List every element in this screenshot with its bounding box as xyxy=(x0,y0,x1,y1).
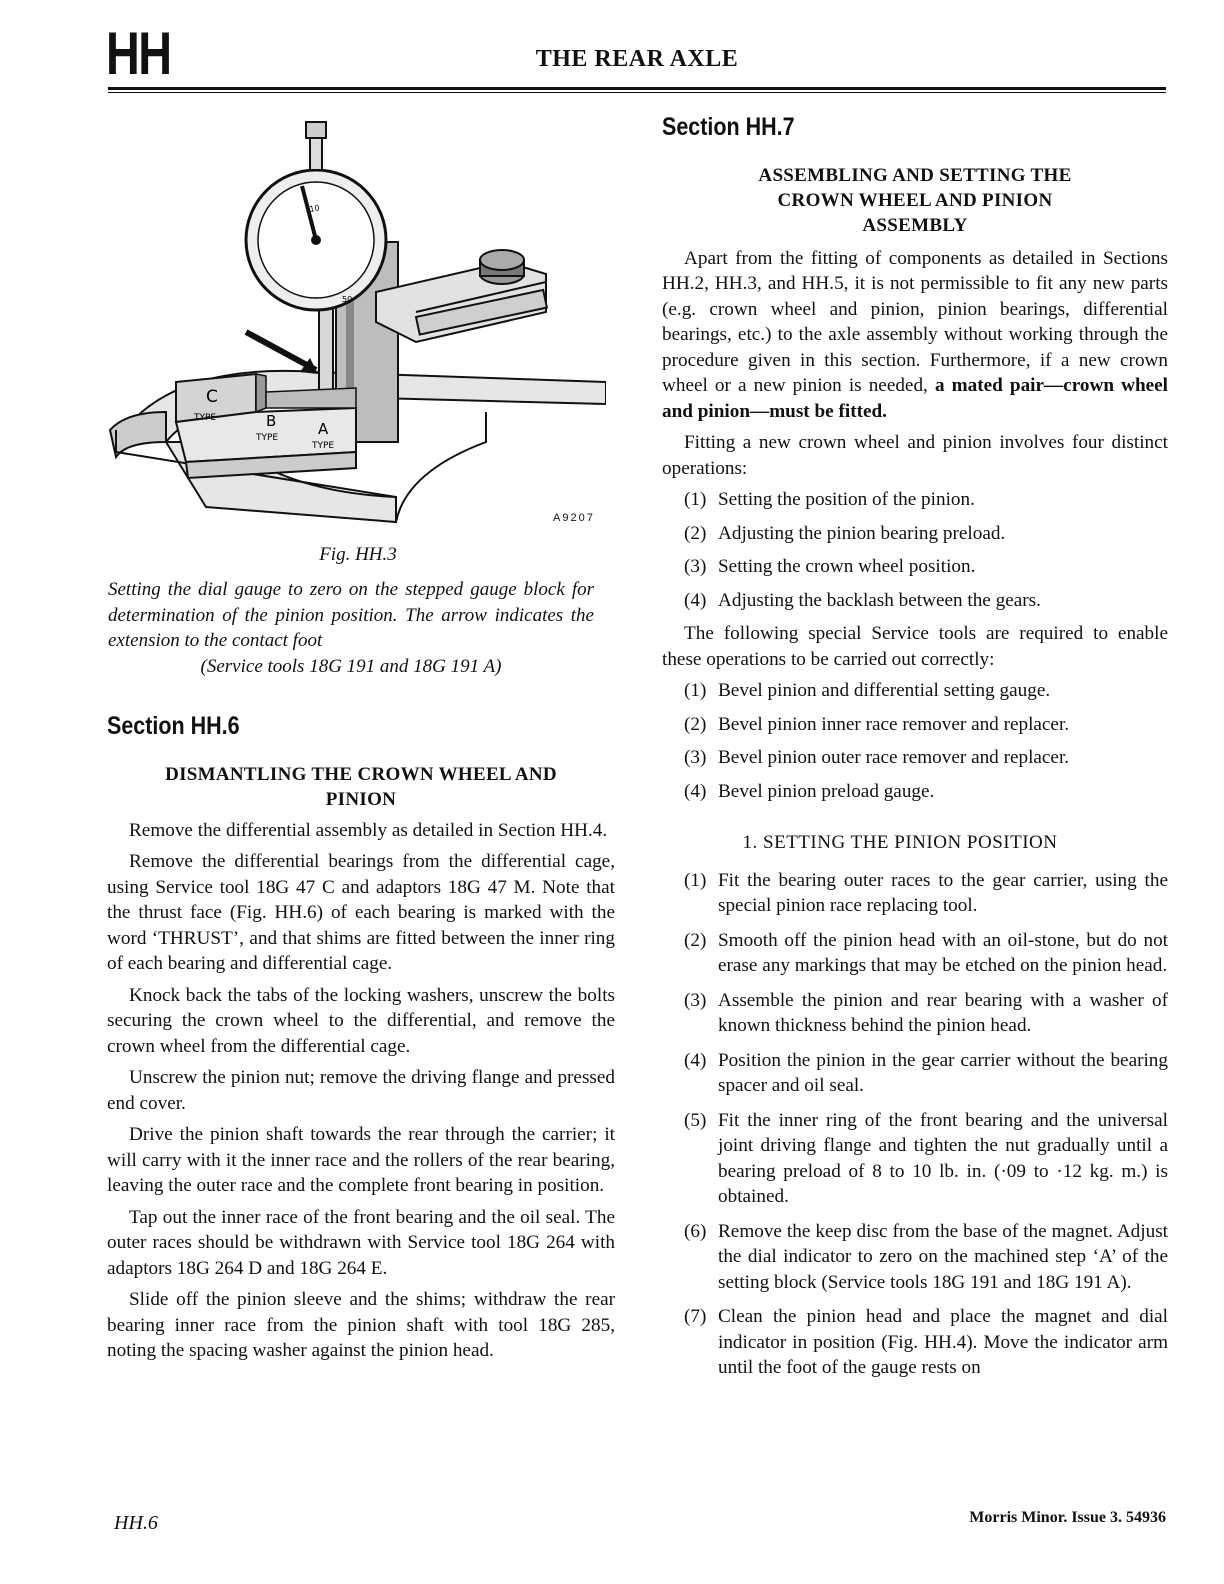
section-hh6-title: Section HH.6 xyxy=(107,712,240,740)
paragraph: Drive the pinion shaft towards the rear through the carrier; it will carry with it the inner race and the rollers of the rear bearing, leaving the outer race and the complete front bearing in position. xyxy=(107,1124,615,1196)
section-hh7-subtitle-2: CROWN WHEEL AND PINION xyxy=(777,189,1053,211)
list-item xyxy=(662,554,1168,580)
paragraph: Remove the differential bearings from the differential cage, using Service tool 18G 47 C and adaptors 18G 47 M. Note that the thrust face (Fig. HH.6) of each bearing is marked with the word ‘THRUST’, and that shims are fitted between the inner ring of each bearing and differential cage. xyxy=(107,851,615,974)
step-text: Smooth off the pinion head with an oil-stone, but do not erase any markings that may be etched on the pinion head. xyxy=(718,929,1168,976)
step-number: (7) xyxy=(684,1306,707,1327)
intro-bold-text: a mated pair—crown wheel and pinion—must be fitted. xyxy=(662,375,1168,422)
list-number: (3) xyxy=(684,556,707,577)
list-item xyxy=(662,712,1168,738)
left-column xyxy=(107,714,615,1370)
page-number: HH.6 xyxy=(114,1512,158,1534)
list-number: (1) xyxy=(684,489,707,510)
step-text: Assemble the pinion and rear bearing with a washer of known thickness behind the pinion head. xyxy=(718,989,1168,1036)
setting-pinion-heading: 1. SETTING THE PINION POSITION xyxy=(742,832,1058,853)
page-title: THE REAR AXLE xyxy=(535,46,739,72)
figure-caption-tools: (Service tools 18G 191 and 18G 191 A) xyxy=(200,655,502,677)
paragraph: Knock back the tabs of the locking washers, unscrew the bolts securing the crown wheel to the differential, and remove the crown wheel from the differential cage. xyxy=(107,984,615,1057)
intro-paragraph xyxy=(662,246,1168,425)
step-number: (5) xyxy=(684,1109,707,1131)
list-number: (4) xyxy=(684,589,707,611)
list-number: (4) xyxy=(684,780,707,802)
list-item xyxy=(662,588,1168,614)
section-hh6-subtitle-2: PINION xyxy=(325,788,397,810)
section-hh7-title: Section HH.7 xyxy=(662,113,795,141)
step-number: (1) xyxy=(684,869,707,891)
paragraph: Tap out the inner race of the front bearing and the oil seal. The outer races should be withdrawn with Service tool 18G 264 with adaptors 18G 264 D and 18G 264 E. xyxy=(107,1206,615,1279)
list-text: Bevel pinion preload gauge. xyxy=(718,780,935,802)
paragraph: Slide off the pinion sleeve and the shims; withdraw the rear bearing inner race from the pinion shaft with tool 18G 285, noting the spacing washer against the pinion head. xyxy=(107,1289,615,1361)
section-hh7-subtitle-3: ASSEMBLY xyxy=(862,214,968,236)
svg-text:50: 50 xyxy=(342,295,353,304)
section-hh7-subtitle-1: ASSEMBLING AND SETTING THE xyxy=(758,164,1072,186)
step-text: Fit the bearing outer races to the gear carrier, using the special pinion race replacing tool. xyxy=(718,869,1168,916)
list-text: Bevel pinion outer race remover and replacer. xyxy=(718,747,1070,768)
right-column xyxy=(662,115,1168,1390)
list-text: Bevel pinion and differential setting gauge. xyxy=(718,680,1051,701)
paragraph: Unscrew the pinion nut; remove the driving flange and pressed end cover. xyxy=(107,1067,615,1114)
tools-intro: The following special Service tools are required to enable these operations to be carried out correctly: xyxy=(662,623,1168,670)
step-number: (6) xyxy=(684,1220,707,1242)
list-item xyxy=(662,521,1168,547)
header-rule xyxy=(108,87,1166,90)
operations-intro: Fitting a new crown wheel and pinion involves four distinct operations: xyxy=(662,432,1168,479)
list-item xyxy=(662,779,1168,805)
dial-gauge-illustration xyxy=(106,112,606,532)
list-item xyxy=(662,678,1168,704)
list-text: Adjusting the pinion bearing preload. xyxy=(718,522,1006,544)
step-text: Clean the pinion head and place the magnet and dial indicator in position (Fig. HH.4). Move the indicator arm until the foot of the gauge rests on xyxy=(718,1306,1168,1378)
step-item xyxy=(662,868,1168,919)
list-item xyxy=(662,745,1168,771)
figure-code: A9207 xyxy=(553,512,595,524)
header-rule-thin xyxy=(108,92,1166,93)
paragraph: Remove the differential assembly as detailed in Section HH.4. xyxy=(129,819,608,841)
step-item xyxy=(662,1108,1168,1210)
step-text: Position the pinion in the gear carrier without the bearing spacer and oil seal. xyxy=(718,1049,1168,1096)
section-hh6-subtitle-1: DISMANTLING THE CROWN WHEEL AND xyxy=(165,763,557,785)
step-text: Remove the keep disc from the base of the magnet. Adjust the dial indicator to zero on the machined step ‘A’ of the setting block (Service tools 18G 191 and 18G 191 A). xyxy=(718,1220,1168,1293)
step-item xyxy=(662,988,1168,1039)
step-item xyxy=(662,1304,1168,1381)
svg-text:10: 10 xyxy=(308,203,321,214)
list-text: Setting the position of the pinion. xyxy=(718,489,975,510)
list-number: (2) xyxy=(684,713,707,735)
list-text: Bevel pinion inner race remover and replacer. xyxy=(718,713,1070,735)
block-label-c-type: TYPE xyxy=(194,413,217,423)
step-item xyxy=(662,1219,1168,1296)
step-number: (4) xyxy=(684,1049,707,1071)
list-item xyxy=(662,487,1168,513)
block-label-b: B xyxy=(266,412,277,430)
list-number: (3) xyxy=(684,747,707,768)
list-number: (2) xyxy=(684,522,707,544)
step-item xyxy=(662,928,1168,979)
figure-caption-text: Setting the dial gauge to zero on the stepped gauge block for determination of the pinion position. The arrow indicates the extension to the contact foot xyxy=(108,579,594,651)
step-number: (3) xyxy=(684,989,707,1011)
block-label-c: C xyxy=(206,387,218,407)
intro-text: Apart from the fitting of components as detailed in Sections HH.2, HH.3, and HH.5, it is not permissible to fit any new parts (e.g. crown wheel and pinion, pinion bearings, differential bearings, etc.) to the axle assembly without working through the procedure given in this section. Furthermore, if a new crown wheel or a new pinion is needed, xyxy=(662,247,1168,396)
figure-label: Fig. HH.3 xyxy=(319,544,397,565)
figure-caption xyxy=(108,577,594,679)
list-text: Setting the crown wheel position. xyxy=(718,556,976,577)
list-number: (1) xyxy=(684,680,707,701)
step-item xyxy=(662,1048,1168,1099)
list-text: Adjusting the backlash between the gears. xyxy=(718,589,1041,611)
block-label-a: A xyxy=(318,420,329,438)
block-label-a-type: TYPE xyxy=(312,441,335,451)
step-text: Fit the inner ring of the front bearing and the universal joint driving flange and tighten the nut gradually until a bearing preload of 8 to 10 lb. in. (·09 to ·12 kg. m.) is obtained. xyxy=(718,1109,1168,1207)
publication-info: Morris Minor. Issue 3. 54936 xyxy=(969,1509,1166,1526)
step-number: (2) xyxy=(684,929,707,951)
block-label-b-type: TYPE xyxy=(256,433,279,443)
section-code-logo: HH xyxy=(106,20,171,87)
